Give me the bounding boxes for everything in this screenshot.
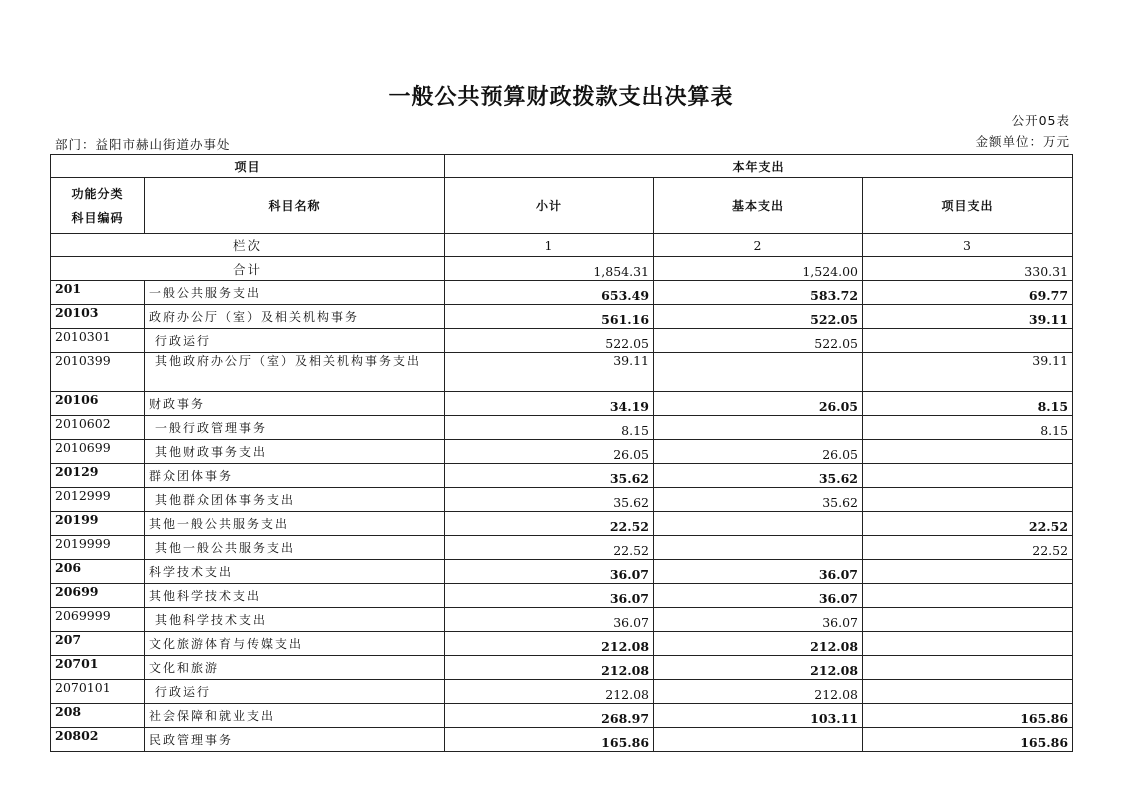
row-basic [654, 353, 863, 392]
row-code: 201 [51, 281, 145, 305]
column-number-row [51, 234, 1073, 257]
table-row [51, 728, 1073, 752]
row-subtotal: 26.05 [445, 440, 654, 464]
total-label: 合计 [51, 257, 445, 281]
row-project [863, 680, 1073, 704]
row-basic: 26.05 [654, 440, 863, 464]
row-project [863, 440, 1073, 464]
table-row [51, 656, 1073, 680]
header-subject-name: 科目名称 [145, 178, 445, 234]
row-subject-name: 行政运行 [145, 329, 445, 353]
row-subtotal: 165.86 [445, 728, 654, 752]
row-code: 207 [51, 632, 145, 656]
table-row [51, 329, 1073, 353]
row-subtotal: 34.19 [445, 392, 654, 416]
row-basic: 212.08 [654, 632, 863, 656]
row-basic [654, 416, 863, 440]
header-function-code [51, 178, 145, 234]
row-project: 22.52 [863, 512, 1073, 536]
row-subtotal: 8.15 [445, 416, 654, 440]
row-basic: 35.62 [654, 464, 863, 488]
row-project: 39.11 [863, 305, 1073, 329]
row-subtotal: 36.07 [445, 608, 654, 632]
column-number-3: 3 [863, 234, 1073, 257]
row-code: 20199 [51, 512, 145, 536]
row-subject-name: 其他群众团体事务支出 [145, 488, 445, 512]
row-project [863, 464, 1073, 488]
header-row-1 [51, 155, 1073, 178]
row-subtotal: 268.97 [445, 704, 654, 728]
total-basic: 1,524.00 [654, 257, 863, 281]
row-basic: 36.07 [654, 584, 863, 608]
row-basic: 26.05 [654, 392, 863, 416]
row-code: 2070101 [51, 680, 145, 704]
table-row [51, 680, 1073, 704]
row-code: 2019999 [51, 536, 145, 560]
header-row-2 [51, 178, 1073, 234]
table-row [51, 416, 1073, 440]
row-basic: 522.05 [654, 329, 863, 353]
row-subject-name: 其他科学技术支出 [145, 608, 445, 632]
row-code: 2010399 [51, 353, 145, 392]
row-project: 69.77 [863, 281, 1073, 305]
total-row [51, 257, 1073, 281]
header-project: 项目 [51, 155, 445, 178]
row-subject-name: 一般行政管理事务 [145, 416, 445, 440]
row-subtotal: 36.07 [445, 584, 654, 608]
row-project [863, 608, 1073, 632]
table-row [51, 464, 1073, 488]
row-code: 20802 [51, 728, 145, 752]
row-code: 20701 [51, 656, 145, 680]
row-subject-name: 财政事务 [145, 392, 445, 416]
row-subject-name: 一般公共服务支出 [145, 281, 445, 305]
column-number-label: 栏次 [51, 234, 445, 257]
row-subject-name: 行政运行 [145, 680, 445, 704]
row-code: 20129 [51, 464, 145, 488]
table-row [51, 536, 1073, 560]
row-subtotal: 35.62 [445, 464, 654, 488]
row-code: 20699 [51, 584, 145, 608]
row-subtotal: 35.62 [445, 488, 654, 512]
column-number-2: 2 [654, 234, 863, 257]
row-code: 2010301 [51, 329, 145, 353]
row-subject-name: 社会保障和就业支出 [145, 704, 445, 728]
row-project: 165.86 [863, 704, 1073, 728]
expenditure-table [50, 154, 1073, 752]
table-row [51, 704, 1073, 728]
table-row [51, 440, 1073, 464]
row-project [863, 656, 1073, 680]
row-basic: 583.72 [654, 281, 863, 305]
row-code: 2010699 [51, 440, 145, 464]
total-project: 330.31 [863, 257, 1073, 281]
row-subtotal: 212.08 [445, 656, 654, 680]
row-basic: 103.11 [654, 704, 863, 728]
row-code: 2012999 [51, 488, 145, 512]
row-subtotal: 22.52 [445, 512, 654, 536]
row-code: 208 [51, 704, 145, 728]
row-code: 20106 [51, 392, 145, 416]
table-row [51, 560, 1073, 584]
row-subject-name: 科学技术支出 [145, 560, 445, 584]
row-basic: 36.07 [654, 560, 863, 584]
table-row [51, 512, 1073, 536]
row-project [863, 632, 1073, 656]
row-project: 39.11 [863, 353, 1073, 392]
row-basic: 36.07 [654, 608, 863, 632]
row-subject-name: 群众团体事务 [145, 464, 445, 488]
header-code-line2: 科目编码 [71, 210, 124, 225]
row-code: 2069999 [51, 608, 145, 632]
page-title: 一般公共预算财政拨款支出决算表 [388, 85, 734, 110]
row-basic [654, 536, 863, 560]
table-row [51, 281, 1073, 305]
header-subtotal: 小计 [445, 178, 654, 234]
row-project [863, 584, 1073, 608]
column-number-1: 1 [445, 234, 654, 257]
row-basic: 522.05 [654, 305, 863, 329]
table-row [51, 584, 1073, 608]
amount-unit: 金额单位：万元 [975, 134, 1070, 149]
row-project [863, 488, 1073, 512]
row-subject-name: 文化和旅游 [145, 656, 445, 680]
row-basic: 35.62 [654, 488, 863, 512]
row-code: 206 [51, 560, 145, 584]
row-subtotal: 36.07 [445, 560, 654, 584]
row-project [863, 560, 1073, 584]
row-project: 8.15 [863, 416, 1073, 440]
row-subject-name: 政府办公厅（室）及相关机构事务 [145, 305, 445, 329]
row-code: 20103 [51, 305, 145, 329]
row-basic: 212.08 [654, 656, 863, 680]
row-subtotal: 22.52 [445, 536, 654, 560]
row-subtotal: 212.08 [445, 632, 654, 656]
total-subtotal: 1,854.31 [445, 257, 654, 281]
row-subject-name: 文化旅游体育与传媒支出 [145, 632, 445, 656]
row-basic [654, 512, 863, 536]
row-subject-name: 民政管理事务 [145, 728, 445, 752]
row-subtotal: 39.11 [445, 353, 654, 392]
header-project-expenditure: 项目支出 [863, 178, 1073, 234]
header-current-year: 本年支出 [445, 155, 1073, 178]
row-subject-name: 其他一般公共服务支出 [145, 536, 445, 560]
row-project [863, 329, 1073, 353]
row-subtotal: 522.05 [445, 329, 654, 353]
row-subject-name: 其他一般公共服务支出 [145, 512, 445, 536]
row-subject-name: 其他科学技术支出 [145, 584, 445, 608]
table-row [51, 488, 1073, 512]
row-subject-name: 其他财政事务支出 [145, 440, 445, 464]
table-row [51, 353, 1073, 392]
table-row [51, 632, 1073, 656]
header-code-line1: 功能分类 [71, 186, 124, 201]
row-basic: 212.08 [654, 680, 863, 704]
table-row [51, 608, 1073, 632]
row-subtotal: 212.08 [445, 680, 654, 704]
row-subtotal: 561.16 [445, 305, 654, 329]
row-project: 22.52 [863, 536, 1073, 560]
row-subtotal: 653.49 [445, 281, 654, 305]
table-row [51, 305, 1073, 329]
department-label: 部门：益阳市赫山街道办事处 [55, 137, 231, 152]
table-row [51, 392, 1073, 416]
row-project: 165.86 [863, 728, 1073, 752]
header-basic-expenditure: 基本支出 [654, 178, 863, 234]
row-code: 2010602 [51, 416, 145, 440]
form-number: 公开05表 [1011, 113, 1070, 128]
row-project: 8.15 [863, 392, 1073, 416]
row-basic [654, 728, 863, 752]
row-subject-name: 其他政府办公厅（室）及相关机构事务支出 [145, 353, 445, 392]
